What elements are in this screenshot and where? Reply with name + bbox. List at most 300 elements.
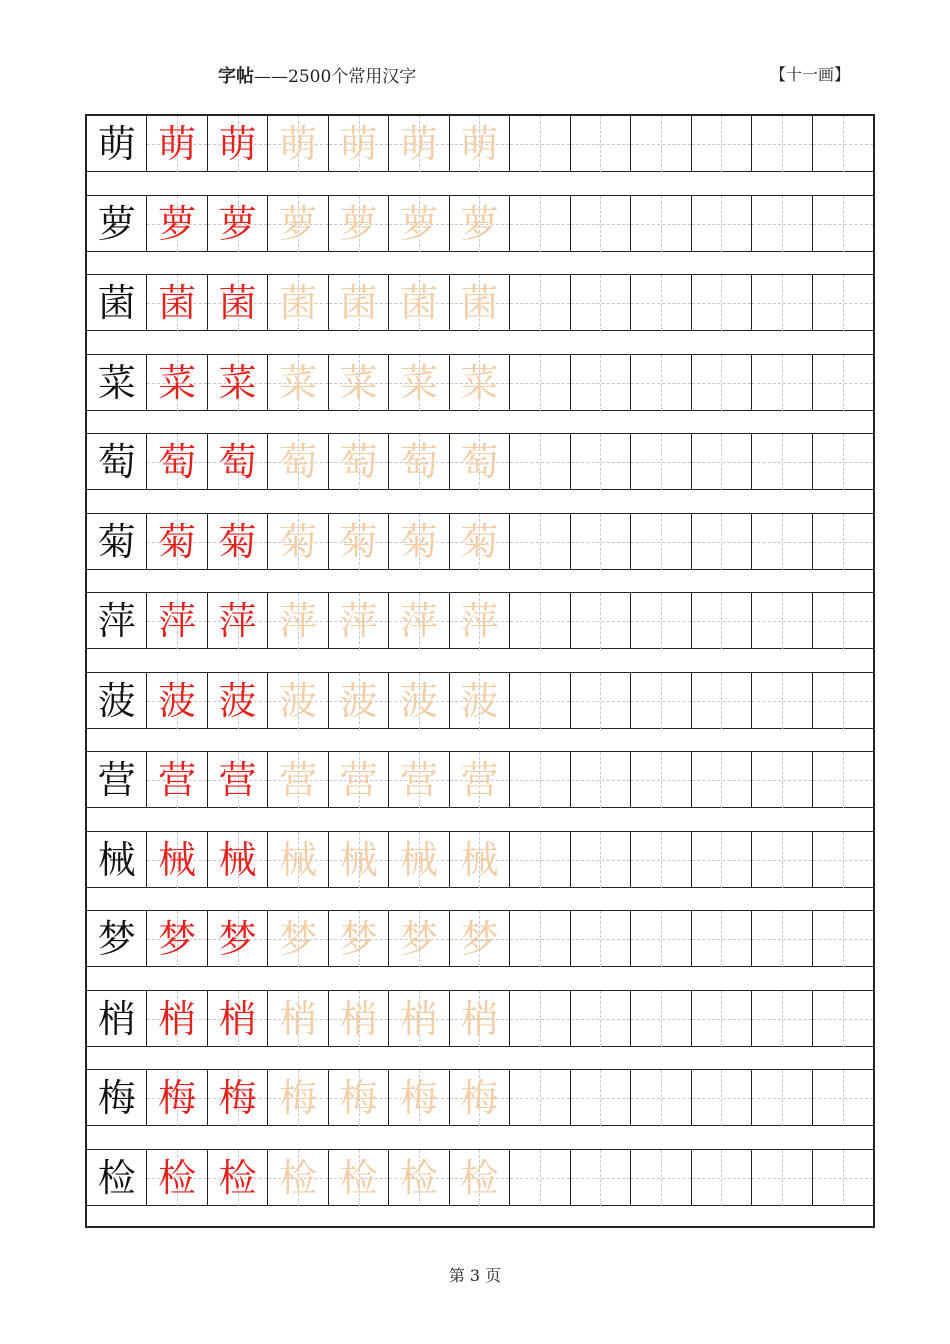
trace-char-cell	[329, 832, 389, 888]
trace-char-cell	[268, 673, 328, 729]
trace-char-cell	[450, 991, 510, 1047]
empty-practice-cell[interactable]	[571, 196, 631, 252]
guide-line-horizontal	[752, 1019, 811, 1020]
trace-char-cell	[450, 355, 510, 411]
guide-line-horizontal	[631, 303, 690, 304]
guide-line-horizontal	[692, 542, 751, 543]
guide-line-horizontal	[571, 303, 630, 304]
practice-row	[87, 355, 873, 411]
title-main: 字帖	[218, 66, 254, 87]
empty-practice-cell[interactable]	[571, 1070, 631, 1126]
guide-line-horizontal	[692, 224, 751, 225]
empty-practice-cell[interactable]	[692, 514, 752, 570]
guide-line-horizontal	[510, 542, 569, 543]
guide-line-horizontal	[631, 1178, 690, 1179]
model-char-cell	[87, 275, 147, 331]
guide-line-horizontal	[752, 462, 811, 463]
red-char-cell	[147, 832, 207, 888]
trace-char-cell	[268, 593, 328, 649]
practice-character: 萝	[97, 201, 136, 246]
trace-char-cell	[450, 434, 510, 490]
practice-character: 萝	[158, 201, 197, 246]
practice-character: 菠	[279, 678, 318, 723]
trace-char-cell	[450, 593, 510, 649]
trace-char-cell	[268, 355, 328, 411]
guide-line-horizontal	[813, 1019, 873, 1020]
practice-character: 检	[279, 1155, 318, 1200]
guide-line-horizontal	[510, 621, 569, 622]
trace-char-cell	[329, 991, 389, 1047]
practice-character: 械	[279, 837, 318, 882]
empty-practice-cell[interactable]	[510, 434, 570, 490]
empty-practice-cell[interactable]	[752, 991, 812, 1047]
practice-character: 梦	[218, 917, 257, 961]
trace-char-cell	[450, 752, 510, 808]
guide-line-horizontal	[813, 303, 873, 304]
trace-char-cell	[450, 196, 510, 252]
trace-char-cell	[389, 116, 449, 172]
practice-character: 萌	[218, 122, 257, 166]
practice-row	[87, 991, 873, 1047]
practice-character: 萄	[97, 440, 136, 484]
model-char-cell	[87, 752, 147, 808]
practice-character: 萌	[460, 122, 499, 166]
trace-char-cell	[268, 1150, 328, 1206]
empty-practice-cell[interactable]	[813, 275, 873, 331]
guide-line-horizontal	[752, 780, 811, 781]
empty-practice-cell[interactable]	[752, 116, 812, 172]
red-char-cell	[147, 593, 207, 649]
empty-practice-cell[interactable]	[752, 196, 812, 252]
trace-char-cell	[329, 1070, 389, 1126]
trace-char-cell	[268, 752, 328, 808]
practice-row	[87, 673, 873, 729]
empty-practice-cell[interactable]	[752, 1070, 812, 1126]
practice-character: 菌	[279, 281, 318, 325]
guide-line-horizontal	[692, 144, 751, 145]
practice-character: 营	[339, 758, 378, 802]
model-char-cell	[87, 911, 147, 967]
practice-character: 菌	[97, 281, 136, 325]
trace-char-cell	[329, 752, 389, 808]
model-char-cell	[87, 1150, 147, 1206]
empty-practice-cell[interactable]	[631, 752, 691, 808]
trace-char-cell	[268, 514, 328, 570]
red-char-cell	[208, 832, 268, 888]
trace-char-cell	[450, 116, 510, 172]
empty-practice-cell[interactable]	[752, 1150, 812, 1206]
empty-practice-cell[interactable]	[692, 752, 752, 808]
practice-character: 菌	[158, 281, 197, 325]
empty-practice-cell[interactable]	[813, 673, 873, 729]
empty-practice-cell[interactable]	[692, 991, 752, 1047]
guide-line-horizontal	[571, 462, 630, 463]
red-char-cell	[208, 275, 268, 331]
practice-character: 检	[400, 1155, 439, 1200]
guide-line-horizontal	[631, 1019, 690, 1020]
practice-character: 菌	[339, 281, 378, 325]
practice-character: 梅	[279, 1076, 318, 1120]
practice-character: 萄	[460, 440, 499, 484]
empty-practice-cell[interactable]	[571, 593, 631, 649]
practice-character: 萌	[279, 122, 318, 166]
guide-line-horizontal	[692, 1098, 751, 1099]
empty-practice-cell[interactable]	[631, 116, 691, 172]
trace-char-cell	[450, 1070, 510, 1126]
empty-practice-cell[interactable]	[631, 196, 691, 252]
trace-char-cell	[450, 1150, 510, 1206]
empty-practice-cell[interactable]	[692, 116, 752, 172]
empty-practice-cell[interactable]	[510, 275, 570, 331]
trace-char-cell	[389, 832, 449, 888]
empty-practice-cell[interactable]	[631, 514, 691, 570]
empty-practice-cell[interactable]	[752, 752, 812, 808]
practice-row	[87, 275, 873, 331]
trace-char-cell	[450, 673, 510, 729]
trace-char-cell	[389, 514, 449, 570]
empty-practice-cell[interactable]	[752, 275, 812, 331]
practice-character: 梦	[460, 917, 499, 961]
guide-line-horizontal	[571, 1178, 630, 1179]
practice-character: 梅	[158, 1076, 197, 1120]
empty-practice-cell[interactable]	[692, 355, 752, 411]
empty-practice-cell[interactable]	[631, 991, 691, 1047]
empty-practice-cell[interactable]	[752, 832, 812, 888]
guide-line-horizontal	[510, 1178, 569, 1179]
practice-character: 梦	[400, 917, 439, 961]
empty-practice-cell[interactable]	[510, 196, 570, 252]
practice-character: 萍	[218, 599, 257, 643]
model-char-cell	[87, 116, 147, 172]
empty-practice-cell[interactable]	[571, 991, 631, 1047]
empty-practice-cell[interactable]	[571, 116, 631, 172]
practice-character: 菜	[339, 360, 378, 405]
red-char-cell	[147, 355, 207, 411]
practice-character: 梅	[339, 1076, 378, 1120]
guide-line-horizontal	[692, 860, 751, 861]
empty-practice-cell[interactable]	[571, 1150, 631, 1206]
empty-practice-cell[interactable]	[571, 514, 631, 570]
practice-character: 菠	[97, 678, 136, 723]
empty-practice-cell[interactable]	[571, 434, 631, 490]
empty-practice-cell[interactable]	[571, 355, 631, 411]
empty-practice-cell[interactable]	[813, 593, 873, 649]
guide-line-horizontal	[692, 462, 751, 463]
empty-practice-cell[interactable]	[510, 673, 570, 729]
trace-char-cell	[268, 196, 328, 252]
practice-character: 梢	[279, 996, 318, 1041]
empty-practice-cell[interactable]	[692, 832, 752, 888]
guide-line-horizontal	[692, 1019, 751, 1020]
practice-character: 营	[400, 758, 439, 802]
empty-practice-cell[interactable]	[752, 355, 812, 411]
practice-character: 梢	[97, 996, 136, 1041]
practice-character: 菠	[218, 678, 257, 723]
guide-line-horizontal	[692, 621, 751, 622]
stroke-count-label: 【十一画】	[770, 65, 851, 84]
model-char-cell	[87, 196, 147, 252]
trace-char-cell	[389, 355, 449, 411]
guide-line-horizontal	[510, 303, 569, 304]
practice-character: 菠	[400, 678, 439, 723]
guide-line-horizontal	[692, 701, 751, 702]
trace-char-cell	[389, 593, 449, 649]
practice-character: 菊	[400, 519, 439, 564]
empty-practice-cell[interactable]	[631, 355, 691, 411]
empty-practice-cell[interactable]	[692, 593, 752, 649]
practice-character: 梦	[339, 917, 378, 961]
empty-practice-cell[interactable]	[631, 275, 691, 331]
trace-char-cell	[389, 752, 449, 808]
empty-practice-cell[interactable]	[631, 832, 691, 888]
guide-line-horizontal	[571, 860, 630, 861]
practice-row	[87, 752, 873, 808]
empty-practice-cell[interactable]	[510, 1070, 570, 1126]
empty-practice-cell[interactable]	[631, 1070, 691, 1126]
empty-practice-cell[interactable]	[752, 593, 812, 649]
practice-character: 萍	[158, 599, 197, 643]
red-char-cell	[208, 116, 268, 172]
practice-character: 菊	[158, 519, 197, 564]
guide-line-horizontal	[571, 621, 630, 622]
guide-line-horizontal	[752, 1178, 811, 1179]
trace-char-cell	[329, 434, 389, 490]
empty-practice-cell[interactable]	[571, 911, 631, 967]
practice-character: 梅	[400, 1076, 439, 1120]
guide-line-horizontal	[631, 383, 690, 384]
practice-character: 械	[97, 837, 136, 882]
guide-line-horizontal	[510, 1019, 569, 1020]
guide-line-horizontal	[752, 860, 811, 861]
trace-char-cell	[268, 1070, 328, 1126]
red-char-cell	[147, 1150, 207, 1206]
guide-line-horizontal	[571, 1098, 630, 1099]
empty-practice-cell[interactable]	[692, 1150, 752, 1206]
practice-character: 营	[279, 758, 318, 802]
red-char-cell	[208, 752, 268, 808]
empty-practice-cell[interactable]	[510, 752, 570, 808]
practice-character: 菠	[158, 678, 197, 723]
empty-practice-cell[interactable]	[510, 514, 570, 570]
guide-line-horizontal	[631, 224, 690, 225]
empty-practice-cell[interactable]	[813, 1150, 873, 1206]
trace-char-cell	[268, 275, 328, 331]
trace-char-cell	[329, 911, 389, 967]
empty-practice-cell[interactable]	[510, 593, 570, 649]
empty-practice-cell[interactable]	[813, 355, 873, 411]
model-char-cell	[87, 1070, 147, 1126]
empty-practice-cell[interactable]	[510, 116, 570, 172]
practice-row	[87, 196, 873, 252]
trace-char-cell	[329, 275, 389, 331]
empty-practice-cell[interactable]	[813, 196, 873, 252]
model-char-cell	[87, 593, 147, 649]
red-char-cell	[208, 434, 268, 490]
red-char-cell	[208, 514, 268, 570]
guide-line-horizontal	[631, 621, 690, 622]
trace-char-cell	[389, 434, 449, 490]
practice-character: 菜	[158, 360, 197, 405]
practice-character: 萌	[97, 122, 136, 166]
red-char-cell	[147, 196, 207, 252]
red-char-cell	[147, 434, 207, 490]
empty-practice-cell[interactable]	[692, 275, 752, 331]
empty-practice-cell[interactable]	[813, 832, 873, 888]
practice-character: 梦	[158, 917, 197, 961]
guide-line-horizontal	[510, 780, 569, 781]
guide-line-horizontal	[510, 701, 569, 702]
empty-practice-cell[interactable]	[510, 355, 570, 411]
empty-practice-cell[interactable]	[631, 911, 691, 967]
empty-practice-cell[interactable]	[813, 752, 873, 808]
practice-character: 萄	[339, 440, 378, 484]
practice-character: 菌	[218, 281, 257, 325]
red-char-cell	[208, 991, 268, 1047]
guide-line-horizontal	[813, 939, 873, 940]
guide-line-horizontal	[510, 224, 569, 225]
guide-line-horizontal	[631, 860, 690, 861]
trace-char-cell	[329, 196, 389, 252]
practice-character: 萝	[400, 201, 439, 246]
red-char-cell	[208, 196, 268, 252]
guide-line-horizontal	[813, 542, 873, 543]
practice-character: 梢	[158, 996, 197, 1041]
model-char-cell	[87, 832, 147, 888]
practice-character: 械	[400, 837, 439, 882]
empty-practice-cell[interactable]	[813, 434, 873, 490]
practice-character: 营	[218, 758, 257, 802]
practice-character: 菠	[460, 678, 499, 723]
practice-character: 菌	[400, 281, 439, 325]
empty-practice-cell[interactable]	[510, 1150, 570, 1206]
trace-char-cell	[329, 1150, 389, 1206]
empty-practice-cell[interactable]	[510, 911, 570, 967]
guide-line-horizontal	[813, 224, 873, 225]
practice-row	[87, 514, 873, 570]
guide-line-horizontal	[571, 780, 630, 781]
practice-character: 营	[158, 758, 197, 802]
red-char-cell	[147, 673, 207, 729]
guide-line-horizontal	[631, 462, 690, 463]
empty-practice-cell[interactable]	[510, 832, 570, 888]
empty-practice-cell[interactable]	[813, 1070, 873, 1126]
empty-practice-cell[interactable]	[813, 514, 873, 570]
red-char-cell	[208, 673, 268, 729]
empty-practice-cell[interactable]	[692, 911, 752, 967]
practice-character: 萌	[158, 122, 197, 166]
practice-character: 萝	[460, 201, 499, 246]
practice-character: 萍	[400, 599, 439, 643]
empty-practice-cell[interactable]	[692, 1070, 752, 1126]
practice-character: 检	[460, 1155, 499, 1200]
empty-practice-cell[interactable]	[692, 673, 752, 729]
empty-practice-cell[interactable]	[571, 832, 631, 888]
practice-character: 萝	[339, 201, 378, 246]
practice-character: 检	[158, 1155, 197, 1200]
guide-line-horizontal	[571, 224, 630, 225]
practice-character: 梢	[400, 996, 439, 1041]
empty-practice-cell[interactable]	[510, 991, 570, 1047]
practice-character: 菜	[279, 360, 318, 405]
red-char-cell	[208, 355, 268, 411]
page-title	[218, 62, 416, 88]
guide-line-horizontal	[631, 1098, 690, 1099]
model-char-cell	[87, 355, 147, 411]
guide-line-horizontal	[510, 939, 569, 940]
guide-line-horizontal	[752, 542, 811, 543]
guide-line-horizontal	[510, 383, 569, 384]
empty-practice-cell[interactable]	[692, 196, 752, 252]
guide-line-horizontal	[752, 224, 811, 225]
empty-practice-cell[interactable]	[813, 911, 873, 967]
red-char-cell	[147, 1070, 207, 1126]
guide-line-horizontal	[510, 144, 569, 145]
trace-char-cell	[329, 514, 389, 570]
guide-line-horizontal	[631, 701, 690, 702]
practice-character: 萄	[158, 440, 197, 484]
guide-line-horizontal	[631, 780, 690, 781]
practice-character: 萍	[279, 599, 318, 643]
practice-character: 萄	[218, 440, 257, 484]
practice-character: 萄	[279, 440, 318, 484]
practice-row	[87, 593, 873, 649]
empty-practice-cell[interactable]	[813, 991, 873, 1047]
guide-line-horizontal	[752, 939, 811, 940]
guide-line-horizontal	[752, 144, 811, 145]
guide-line-horizontal	[571, 144, 630, 145]
page-number: 第 3 页	[448, 1266, 502, 1285]
empty-practice-cell[interactable]	[631, 1150, 691, 1206]
trace-char-cell	[329, 593, 389, 649]
empty-practice-cell[interactable]	[631, 593, 691, 649]
guide-line-horizontal	[692, 939, 751, 940]
practice-character: 萍	[97, 599, 136, 643]
guide-line-horizontal	[510, 1098, 569, 1099]
practice-row	[87, 1150, 873, 1206]
empty-practice-cell[interactable]	[571, 673, 631, 729]
empty-practice-cell[interactable]	[692, 434, 752, 490]
practice-character: 菊	[279, 519, 318, 564]
trace-char-cell	[389, 275, 449, 331]
model-char-cell	[87, 434, 147, 490]
empty-practice-cell[interactable]	[752, 514, 812, 570]
empty-practice-cell[interactable]	[631, 434, 691, 490]
guide-line-horizontal	[813, 144, 873, 145]
empty-practice-cell[interactable]	[752, 673, 812, 729]
red-char-cell	[147, 514, 207, 570]
practice-character: 梅	[97, 1076, 136, 1120]
empty-practice-cell[interactable]	[571, 275, 631, 331]
guide-line-horizontal	[571, 383, 630, 384]
trace-char-cell	[450, 911, 510, 967]
guide-line-horizontal	[752, 701, 811, 702]
guide-line-horizontal	[692, 1178, 751, 1179]
empty-practice-cell[interactable]	[571, 752, 631, 808]
empty-practice-cell[interactable]	[813, 116, 873, 172]
practice-character: 营	[97, 758, 136, 802]
guide-line-horizontal	[692, 303, 751, 304]
guide-line-horizontal	[752, 303, 811, 304]
empty-practice-cell[interactable]	[752, 434, 812, 490]
guide-line-horizontal	[692, 383, 751, 384]
practice-character: 菜	[97, 360, 136, 405]
guide-line-horizontal	[631, 542, 690, 543]
empty-practice-cell[interactable]	[631, 673, 691, 729]
empty-practice-cell[interactable]	[752, 911, 812, 967]
trace-char-cell	[389, 1070, 449, 1126]
guide-line-horizontal	[692, 780, 751, 781]
trace-char-cell	[450, 832, 510, 888]
